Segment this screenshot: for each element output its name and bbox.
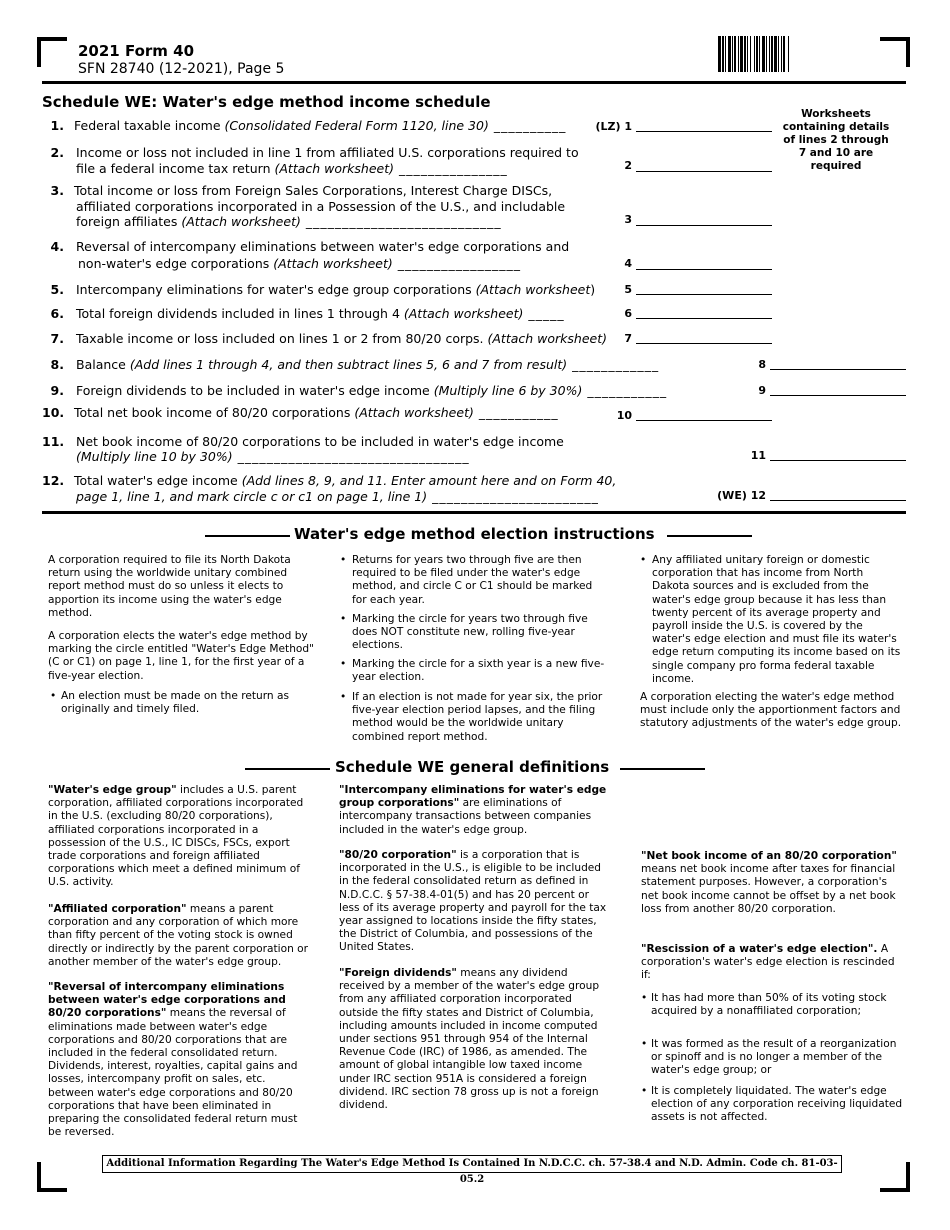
line-text: Reversal of intercompany eliminations between water's edge corporations and	[76, 239, 570, 254]
line-10-amount-field[interactable]	[636, 420, 772, 421]
definition-waters-edge-group	[48, 784, 312, 890]
line-1-label: (LZ) 1	[595, 120, 632, 133]
header-divider	[42, 81, 906, 84]
barcode-icon	[718, 36, 870, 72]
line-text: Balance	[76, 357, 130, 372]
line-text: Net book income of 80/20 corporations to be included in water's edge income	[76, 434, 564, 449]
election-paragraph: A corporation elects the water's edge method by marking the circle entitled "Water's Edge Method" (C or C1) on page 1, line 1, for the first year of a five-year election.	[48, 630, 315, 682]
line-instruction: (Attach worksheet	[475, 282, 591, 297]
footer-note: Additional Information Regarding The Water's Edge Method Is Contained In N.D.C.C. ch. 57-38.4 and N.D. Admin. Code ch. 81-03-05.2	[102, 1155, 842, 1173]
line-6-label: 6	[624, 307, 632, 320]
line-instruction: (Attach worksheet)	[403, 306, 524, 321]
line-9-label: 9	[758, 384, 766, 397]
line-6-amount-field[interactable]	[636, 318, 772, 319]
definition-term: "80/20 corporation"	[339, 849, 457, 861]
bullet-text: It has had more than 50% of its voting stock acquired by a nonaffiliated corporation;	[651, 992, 887, 1018]
definition-term: "Foreign dividends"	[339, 967, 457, 979]
definition-term: "Water's edge group"	[48, 784, 177, 796]
rescission-bullet: • It was formed as the result of a reorganization or spinoff and is no longer a member of the water's edge group; or	[641, 1038, 903, 1078]
election-bullet: • Any affiliated unitary foreign or domestic corporation that has income from North Dakota sources and is excluded from the water's edge group because it has less than twenty percent of its average property and payroll inside the U.S. is covered by the water's edge election and must file its water's edge return computing its income based on its single company pro forma federal taxable income.	[640, 554, 904, 686]
definition-term: "Affiliated corporation"	[48, 903, 187, 915]
bullet-text: If an election is not made for year six, the prior five-year election period lapses, and the filing method would be the worldwide unitary combined report method.	[352, 691, 603, 743]
bullet-text: Marking the circle for years two through five does NOT constitute new, rolling five-year elections.	[352, 613, 588, 652]
definition-text: means a parent corporation and any corporation of which more than fifty percent of the voting stock is owned directly or indirectly by the parent corporation or another member of the water's edge group.	[48, 903, 309, 968]
line-number: 6.	[50, 306, 64, 321]
line-instruction: (Attach worksheet)	[181, 214, 301, 229]
heading-rule-right	[667, 535, 752, 537]
line-text: Total net book income of 80/20 corporations	[74, 405, 355, 420]
corner-mark-top-right	[880, 37, 910, 67]
rescission-bullet: • It has had more than 50% of its voting stock acquired by a nonaffiliated corporation;	[641, 992, 903, 1018]
line-text: Income or loss not included in line 1 from affiliated U.S. corporations required to	[76, 145, 579, 160]
line-8-label: 8	[758, 358, 766, 371]
heading-rule-right	[620, 768, 705, 770]
line-8-amount-field[interactable]	[770, 369, 906, 370]
bullet-text: Returns for years two through five are then required to be filed under the water's edge method, and circle C or C1 should be marked for each year.	[352, 554, 593, 606]
line-number: 9.	[50, 383, 64, 398]
line-text: Total foreign dividends included in lines 1 through 4	[76, 306, 404, 321]
election-heading: Water's edge method election instructions	[294, 525, 655, 543]
definition-term: "Reversal of intercompany eliminations between water's edge corporations and 80/20 corporations"	[48, 981, 286, 1020]
line-number: 1.	[50, 118, 64, 133]
definition-term: "Rescission of a water's edge election".	[641, 943, 878, 955]
bullet-text: Any affiliated unitary foreign or domestic corporation that has income from North Dakota sources and is excluded from the water's edge group because it has less than twenty percent of its average property and payroll inside the U.S. is covered by the water's edge election and must file its water's edge return computing its income based on its single company pro forma federal taxable income.	[652, 554, 901, 685]
bullet-text: It is completely liquidated. The water's edge election of any corporation receiving liquidated assets is not affected.	[651, 1085, 903, 1124]
line-instruction: (Attach worksheet)	[487, 331, 608, 346]
line-10-label: 10	[616, 409, 632, 422]
corner-mark-bottom-left	[37, 1162, 67, 1192]
line-number: 11.	[42, 434, 65, 449]
line-number: 7.	[50, 331, 64, 346]
line-text-tail: )	[590, 282, 596, 297]
definition-term: "Net book income of an 80/20 corporation"	[641, 850, 897, 862]
line-4-amount-field[interactable]	[636, 269, 772, 270]
line-instruction: (Add lines 8, 9, and 11. Enter amount here and on Form 40,	[241, 473, 617, 488]
election-bullet: • Marking the circle for a sixth year is a new five-year election.	[338, 658, 610, 684]
line-text: Intercompany eliminations for water's edge group corporations	[76, 282, 476, 297]
line-number: 12.	[42, 473, 65, 488]
line-2-label: 2	[624, 159, 632, 172]
line-text-cont: file a federal income tax return	[76, 161, 275, 176]
line-instruction: (Attach worksheet)	[274, 161, 395, 176]
election-bullet: • Marking the circle for years two through five does NOT constitute new, rolling five-year elections.	[338, 613, 610, 653]
definition-text: includes a U.S. parent corporation, affiliated corporations incorporated in the U.S. (excluding 80/20 corporations), affiliated corporations incorporated in a possession of the U.S., IC DISCs, FSCs, export trade corporations and foreign affiliated corporations which meet a defined minimum of U.S. activity.	[48, 784, 304, 889]
definition-intercompany-eliminations	[339, 784, 607, 837]
definition-term: "Intercompany eliminations for water's edge group corporations"	[339, 784, 607, 810]
line-instruction: (Multiply line 6 by 30%)	[433, 383, 583, 398]
rescission-bullet: • It is completely liquidated. The water's edge election of any corporation receiving liquidated assets is not affected.	[641, 1085, 903, 1124]
line-text: Foreign dividends to be included in water's edge income	[76, 383, 434, 398]
schedule-divider	[42, 511, 906, 514]
election-bullet: • An election must be made on the return as originally and timely filed.	[48, 690, 320, 716]
definition-net-book-income	[641, 850, 903, 916]
line-7-amount-field[interactable]	[636, 343, 772, 344]
definition-text: means net book income after taxes for financial statement purposes. However, a corporation's net book income cannot be offset by a net book loss from another 80/20 corporation.	[641, 863, 896, 915]
corner-mark-top-left	[37, 37, 67, 67]
line-number: 3.	[50, 183, 64, 198]
definition-foreign-dividends	[339, 967, 607, 1112]
line-text: Taxable income or loss included on lines 1 or 2 from 80/20 corps.	[76, 331, 488, 346]
bullet-text: It was formed as the result of a reorganization or spinoff and is no longer a member of the water's edge group; or	[651, 1038, 897, 1077]
line-3-amount-field[interactable]	[636, 225, 772, 226]
definition-text: means any dividend received by a member of the water's edge group from any affiliated corporation incorporated outside the fifty states and District of Columbia, including amounts included in income computed under sections 951 through 954 of the Internal Revenue Code (IRC) of 1986, as amended. The amount of global intangible low taxed income under IRC section 951A is considered a foreign dividend. IRC section 78 gross up is not a foreign dividend.	[339, 967, 600, 1112]
definition-text: A corporation's water's edge election is rescinded if:	[641, 943, 895, 982]
line-2-amount-field[interactable]	[636, 171, 772, 172]
line-5-label: 5	[624, 283, 632, 296]
form-title: 2021 Form 40	[78, 42, 195, 60]
line-instruction: (Consolidated Federal Form 1120, line 30)	[224, 118, 489, 133]
definition-affiliated-corporation	[48, 903, 312, 969]
line-5-amount-field[interactable]	[636, 294, 772, 295]
line-1-amount-field[interactable]	[636, 131, 772, 132]
schedule-title: Schedule WE: Water's edge method income schedule	[42, 93, 491, 111]
heading-rule-left	[245, 768, 330, 770]
line-9-amount-field[interactable]	[770, 395, 906, 396]
line-text: Federal taxable income	[74, 118, 225, 133]
line-number: 10.	[42, 405, 65, 420]
election-paragraph: A corporation required to file its North Dakota return using the worldwide unitary combined report method must do so unless it elects to apportion its income using the water's edge method.	[48, 554, 291, 619]
line-instruction: (Add lines 1 through 4, and then subtract lines 5, 6 and 7 from result)	[129, 357, 568, 372]
line-instruction: (Attach worksheet)	[354, 405, 474, 420]
line-text-cont: foreign affiliates	[76, 214, 182, 229]
election-bullet: • Returns for years two through five are then required to be filed under the water's edge method, and circle C or C1 should be marked for each year.	[338, 554, 610, 607]
corner-mark-bottom-right	[880, 1162, 910, 1192]
definition-rescission	[641, 943, 903, 983]
line-text-cont: affiliated corporations incorporated in a Possession of the U.S., and includable	[76, 199, 566, 214]
bullet-text: Marking the circle for a sixth year is a new five-year election.	[352, 658, 605, 684]
form-subtitle: SFN 28740 (12-2021), Page 5	[78, 61, 285, 77]
line-number: 4.	[50, 239, 64, 254]
definition-reversal-eliminations	[48, 981, 312, 1139]
definition-text: is a corporation that is incorporated in the U.S., is eligible to be included in the federal consolidated return as defined in N.D.C.C. § 57-38.4-01(5) and has 20 percent or less of its average property and payroll for the tax year assigned to locations inside the fifty states, the District of Columbia, and possessions of the United States.	[339, 849, 607, 954]
definition-text: are eliminations of intercompany transactions between companies included in the water's edge group.	[339, 797, 592, 836]
line-instruction: (Multiply line 10 by 30%)	[76, 449, 233, 464]
bullet-text: An election must be made on the return as originally and timely filed.	[61, 690, 289, 716]
line-3-label: 3	[624, 213, 632, 226]
heading-rule-left	[205, 535, 290, 537]
line-instruction-cont: page 1, line 1, and mark circle c or c1 on page 1, line 1)	[76, 489, 428, 504]
line-11-amount-field[interactable]	[770, 460, 906, 461]
definition-text: means the reversal of eliminations made between water's edge corporations and 80/20 corporations that are included in the federal consolidated return. Dividends, interest, royalties, capital gains and losses, intercompany profit on sales, etc. between water's edge corporations and 80/20 corporations that have been eliminated in preparing the consolidated federal return must be reversed.	[48, 1007, 298, 1139]
line-12-amount-field[interactable]	[770, 500, 906, 501]
definition-80-20-corporation	[339, 849, 607, 955]
election-paragraph: A corporation electing the water's edge method must include only the apportionment factors and statutory adjustments of the water's edge group.	[640, 691, 902, 730]
definitions-heading: Schedule WE general definitions	[335, 758, 610, 776]
worksheet-note: Worksheets containing details of lines 2 through 7 and 10 are required	[782, 108, 890, 172]
line-instruction: (Attach worksheet)	[273, 256, 393, 271]
line-text-cont: non-water's edge corporations	[78, 256, 274, 271]
line-number: 8.	[50, 357, 64, 372]
line-12-label: (WE) 12	[717, 489, 766, 502]
election-bullet: • If an election is not made for year six, the prior five-year election period lapses, and the filing method would be the worldwide unitary combined report method.	[338, 691, 610, 744]
line-number: 5.	[50, 282, 64, 297]
line-4-label: 4	[624, 257, 632, 270]
line-7-label: 7	[624, 332, 632, 345]
line-text: Total income or loss from Foreign Sales Corporations, Interest Charge DISCs,	[74, 183, 553, 198]
line-text: Total water's edge income	[74, 473, 242, 488]
line-number: 2.	[50, 145, 64, 160]
line-11-label: 11	[750, 449, 766, 462]
